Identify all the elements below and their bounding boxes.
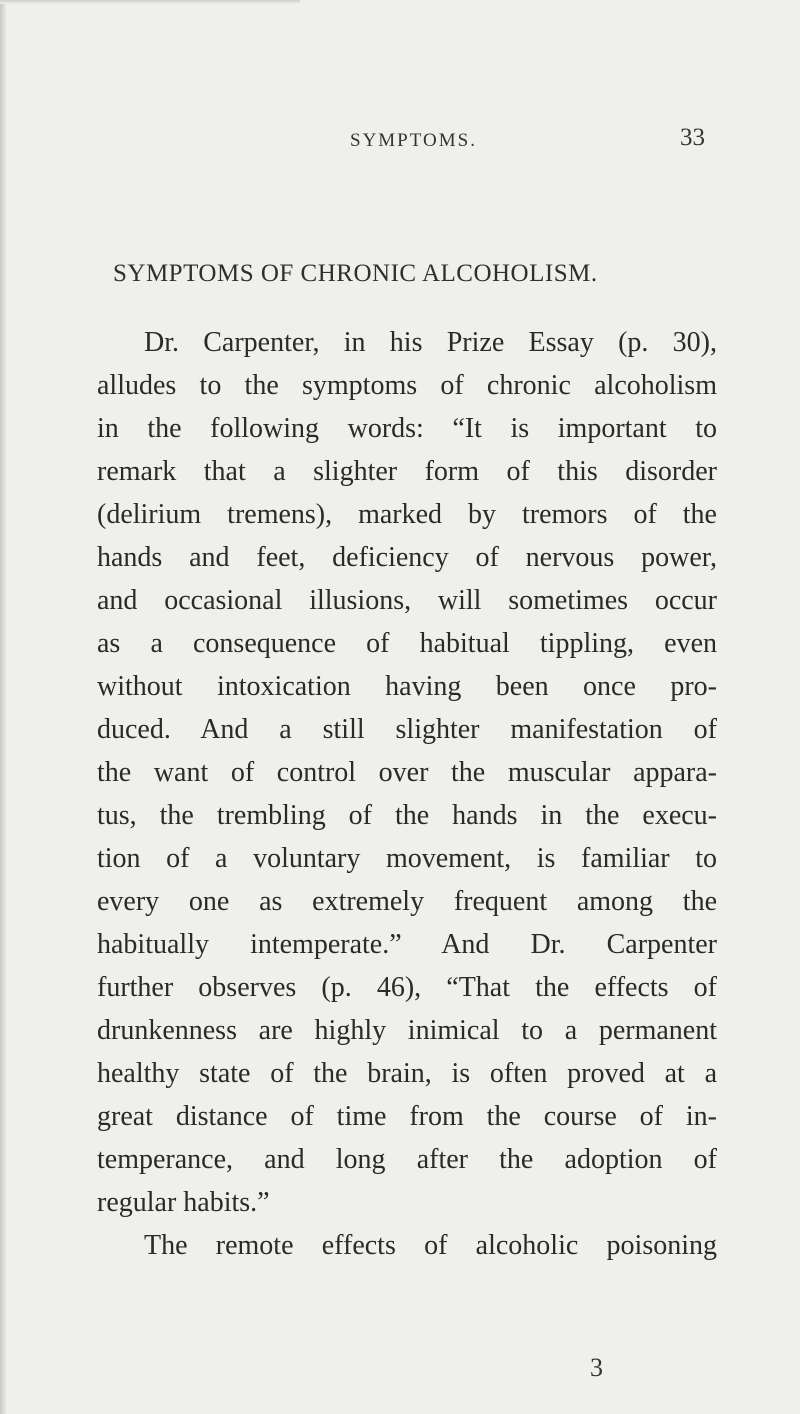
text-line: the want of control over the muscular appara- (97, 757, 717, 788)
page-edge-shadow (0, 0, 6, 1414)
page-top-edge (0, 0, 300, 4)
text-line: hands and feet, deficiency of nervous power, (97, 542, 717, 573)
text-line: as a consequence of habitual tippling, even (97, 628, 717, 659)
text-line: habitually intemperate.” And Dr. Carpenter (97, 929, 717, 960)
text-line: every one as extremely frequent among the (97, 886, 717, 917)
text-line: great distance of time from the course of in- (97, 1101, 717, 1132)
text-line: alludes to the symptoms of chronic alcoholism (97, 370, 717, 401)
text-line: and occasional illusions, will sometimes occur (97, 585, 717, 616)
text-line: duced. And a still slighter manifestation of (97, 714, 717, 745)
text-line: (delirium tremens), marked by tremors of the (97, 499, 717, 530)
text-line: temperance, and long after the adoption of (97, 1144, 717, 1175)
text-line: regular habits.” (97, 1187, 270, 1218)
text-line: Dr. Carpenter, in his Prize Essay (p. 30), (144, 327, 717, 358)
signature-mark: 3 (590, 1353, 603, 1382)
running-title: SYMPTOMS. (350, 130, 477, 151)
text-line: further observes (p. 46), “That the effects of (97, 972, 717, 1003)
text-line: drunkenness are highly inimical to a permanent (97, 1015, 717, 1046)
text-line: The remote effects of alcoholic poisoning (144, 1230, 717, 1261)
text-line: remark that a slighter form of this disorder (97, 456, 717, 487)
page-number: 33 (680, 124, 705, 151)
body-text (97, 321, 717, 1267)
text-line: tus, the trembling of the hands in the execu- (97, 800, 717, 831)
chapter-heading: SYMPTOMS OF CHRONIC ALCOHOLISM. (113, 260, 598, 287)
running-head (0, 120, 800, 160)
text-line: in the following words: “It is important to (97, 413, 717, 444)
text-line: tion of a voluntary movement, is familiar to (97, 843, 717, 874)
text-line: healthy state of the brain, is often proved at a (97, 1058, 717, 1089)
text-line: without intoxication having been once pro- (97, 671, 717, 702)
